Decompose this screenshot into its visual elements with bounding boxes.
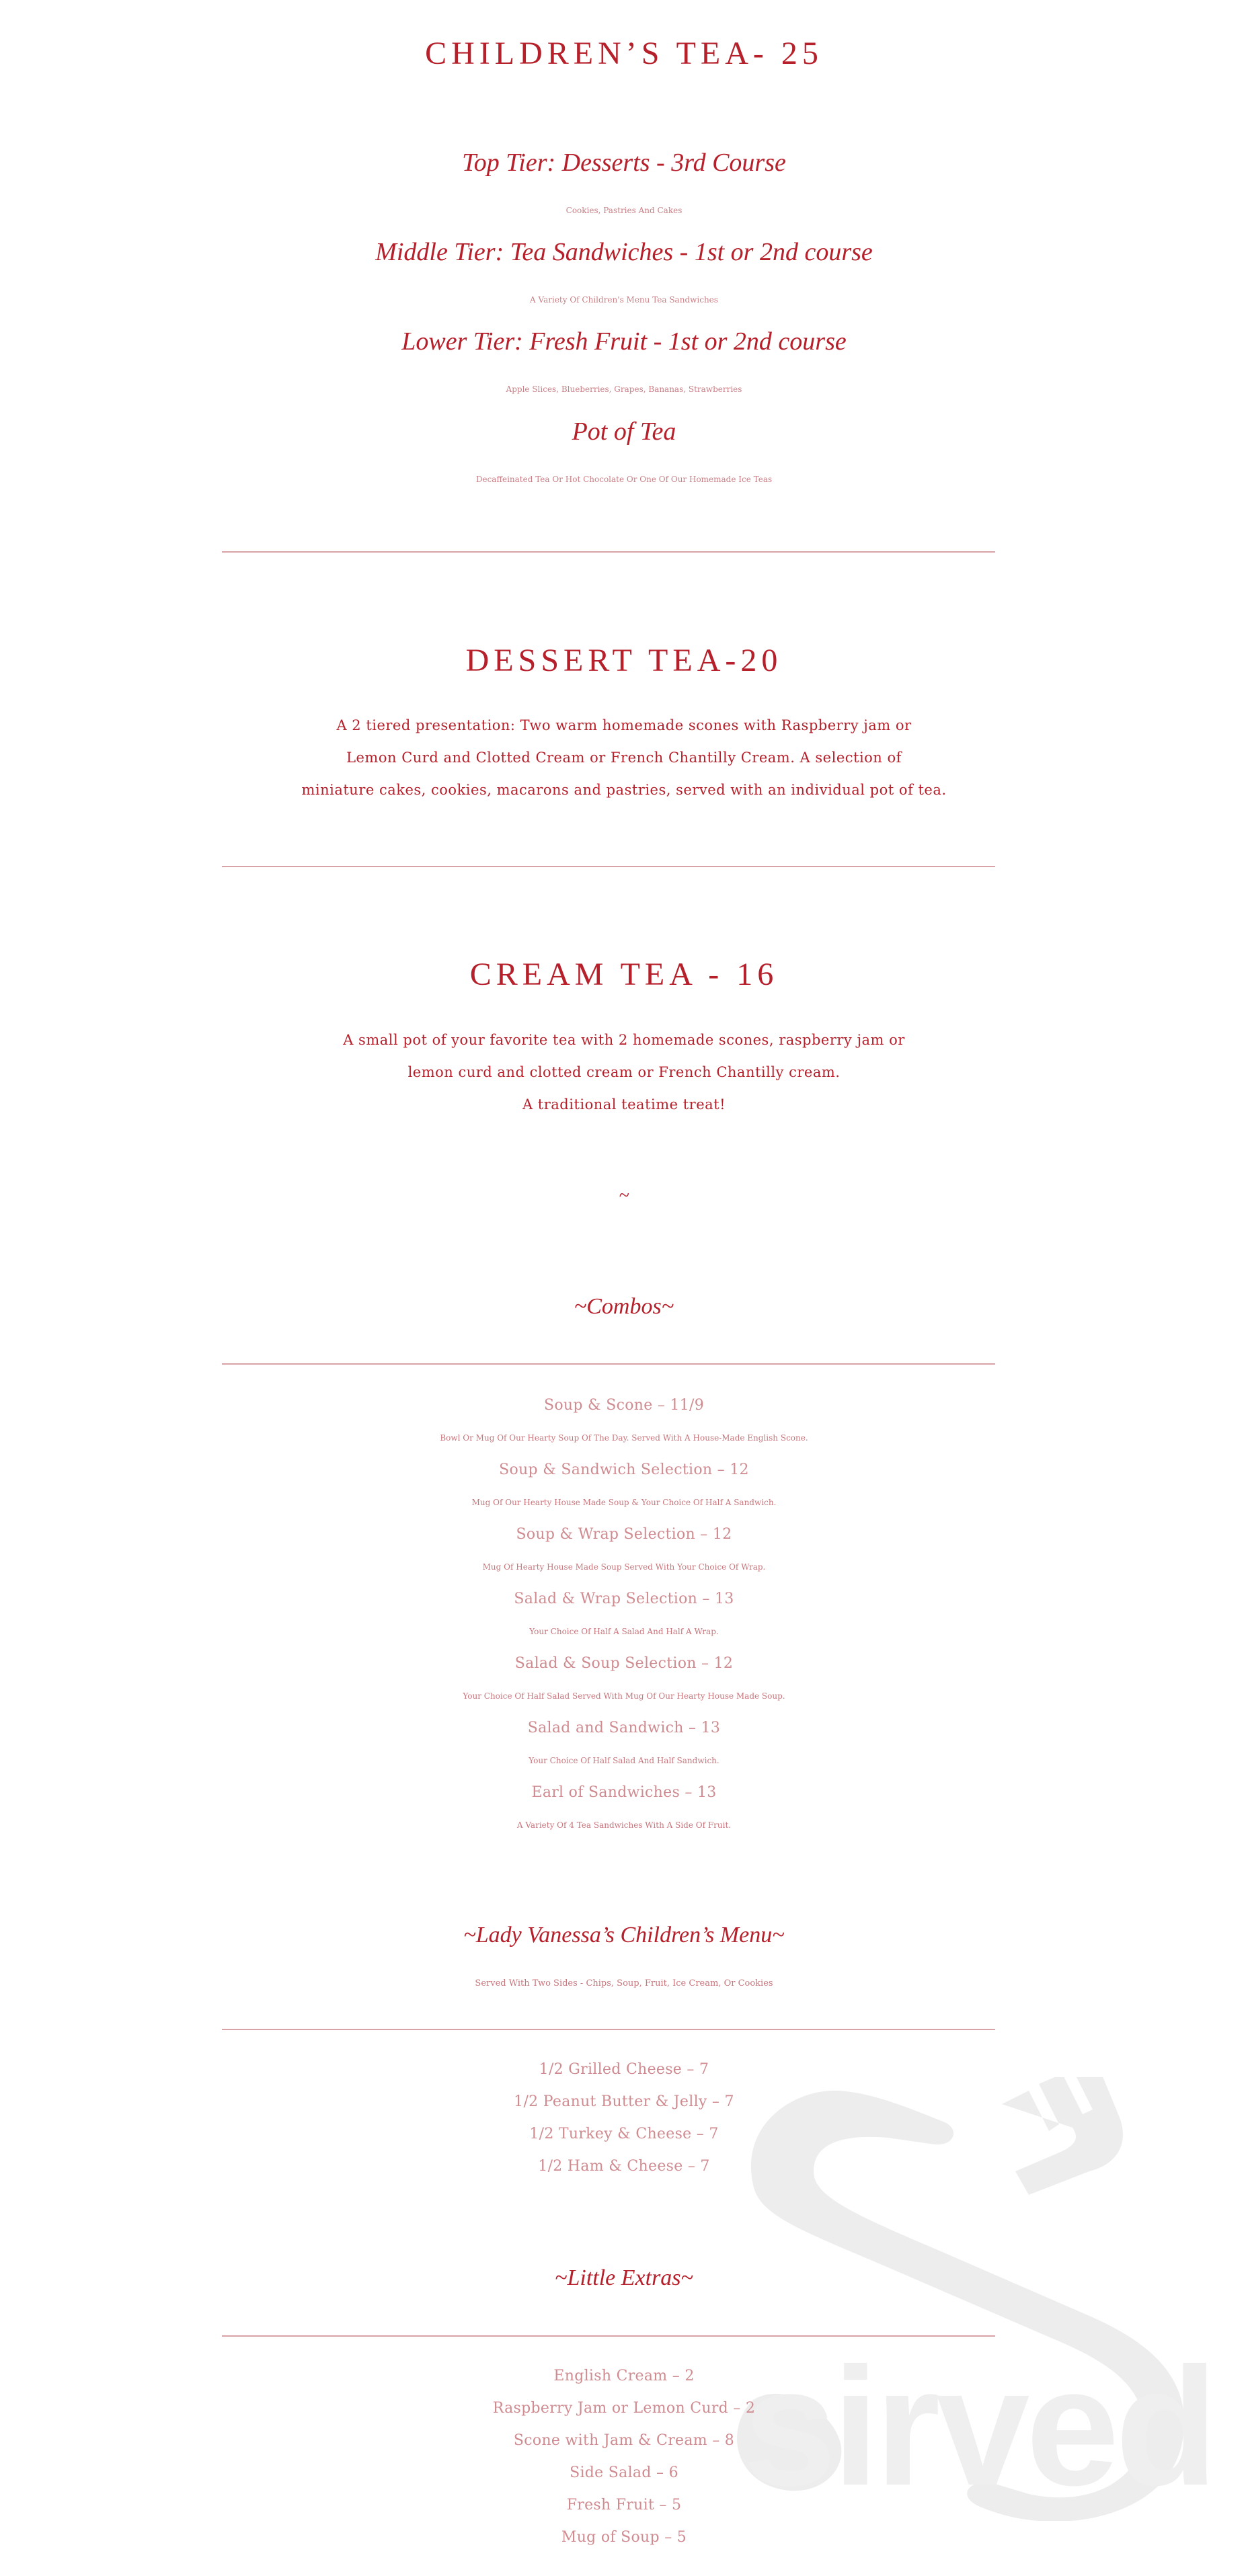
description-line: Lemon Curd and Clotted Cream or French Chantilly Cream. A selection of xyxy=(346,750,902,766)
tier-description: Apple Slices, Blueberries, Grapes, Bananas, Strawberries xyxy=(506,385,742,394)
list-item: English Cream – 2 xyxy=(553,2368,695,2384)
tier-title: Top Tier: Desserts - 3rd Course xyxy=(462,149,786,177)
list-item: Soup & Scone – 11/9 xyxy=(543,1397,705,1414)
combos-title: ~Combos~ xyxy=(574,1294,674,1319)
little-extras-title: ~Little Extras~ xyxy=(555,2265,693,2290)
list-item: Salad and Sandwich – 13 xyxy=(527,1720,721,1736)
list-item: 1/2 Turkey & Cheese – 7 xyxy=(529,2126,719,2142)
childrens-tea-title: CHILDREN’S TEA- 25 xyxy=(425,36,823,71)
item-description: Mug Of Our Hearty House Made Soup & Your Choice Of Half A Sandwich. xyxy=(471,1498,777,1507)
dessert-tea-description xyxy=(0,709,1248,806)
description-line: A traditional teatime treat! xyxy=(522,1096,726,1113)
watermark-text: sirved xyxy=(742,2333,1214,2520)
description-line: lemon curd and clotted cream or French Chantilly cream. xyxy=(407,1064,841,1080)
list-item: Salad & Wrap Selection – 13 xyxy=(514,1591,734,1607)
tilde-separator: ~ xyxy=(619,1185,629,1206)
item-description: A Variety Of 4 Tea Sandwiches With A Side Of Fruit. xyxy=(516,1820,732,1830)
childrens-menu-title: ~Lady Vanessa’s Children’s Menu~ xyxy=(463,1923,785,1947)
section-divider xyxy=(222,551,995,553)
cream-tea-description xyxy=(0,1024,1248,1121)
tier-description: A Variety Of Children's Menu Tea Sandwiches xyxy=(530,295,718,305)
item-description: Mug Of Hearty House Made Soup Served With Your Choice Of Wrap. xyxy=(482,1562,766,1572)
list-item: Raspberry Jam or Lemon Curd – 2 xyxy=(492,2400,756,2417)
tier-title: Pot of Tea xyxy=(572,417,676,446)
section-divider xyxy=(222,866,995,867)
section-divider xyxy=(222,1363,995,1365)
item-description: Your Choice Of Half Salad And Half Sandwich. xyxy=(529,1756,719,1765)
list-item: Fresh Fruit – 5 xyxy=(566,2497,682,2513)
list-item: Side Salad – 6 xyxy=(570,2464,678,2481)
item-description: Your Choice Of Half Salad Served With Mug Of Our Hearty House Made Soup. xyxy=(463,1691,785,1701)
dessert-tea-title: DESSERT TEA-20 xyxy=(465,643,783,678)
list-item: Mug of Soup – 5 xyxy=(561,2529,687,2546)
cream-tea-title: CREAM TEA - 16 xyxy=(469,957,779,992)
description-line: A small pot of your favorite tea with 2 homemade scones, raspberry jam or xyxy=(343,1032,905,1048)
list-item: Earl of Sandwiches – 13 xyxy=(531,1784,717,1801)
tier-description: Decaffeinated Tea Or Hot Chocolate Or One Of Our Homemade Ice Teas xyxy=(475,475,773,484)
list-item: 1/2 Peanut Butter & Jelly – 7 xyxy=(514,2093,734,2110)
tier-description: Cookies, Pastries And Cakes xyxy=(566,206,682,215)
list-item: 1/2 Grilled Cheese – 7 xyxy=(539,2061,709,2078)
description-line: miniature cakes, cookies, macarons and pastries, served with an individual pot of tea. xyxy=(301,782,947,798)
item-description: Your Choice Of Half A Salad And Half A Wrap. xyxy=(529,1627,719,1636)
tier-title: Lower Tier: Fresh Fruit - 1st or 2nd course xyxy=(401,327,847,356)
section-divider xyxy=(222,2029,995,2030)
list-item: 1/2 Ham & Cheese – 7 xyxy=(538,2158,710,2175)
item-description: Bowl Or Mug Of Our Hearty Soup Of The Day. Served With A House-Made English Scone. xyxy=(440,1433,808,1443)
list-item: Soup & Sandwich Selection – 12 xyxy=(499,1461,749,1478)
list-item: Soup & Wrap Selection – 12 xyxy=(516,1526,732,1543)
childrens-menu-note: Served With Two Sides - Chips, Soup, Fruit, Ice Cream, Or Cookies xyxy=(475,1978,773,1988)
section-divider xyxy=(222,2335,995,2337)
list-item: Scone with Jam & Cream – 8 xyxy=(513,2432,735,2449)
tier-title: Middle Tier: Tea Sandwiches - 1st or 2nd course xyxy=(375,238,873,266)
description-line: A 2 tiered presentation: Two warm homemade scones with Raspberry jam or xyxy=(336,717,912,733)
list-item: Salad & Soup Selection – 12 xyxy=(514,1655,734,1672)
